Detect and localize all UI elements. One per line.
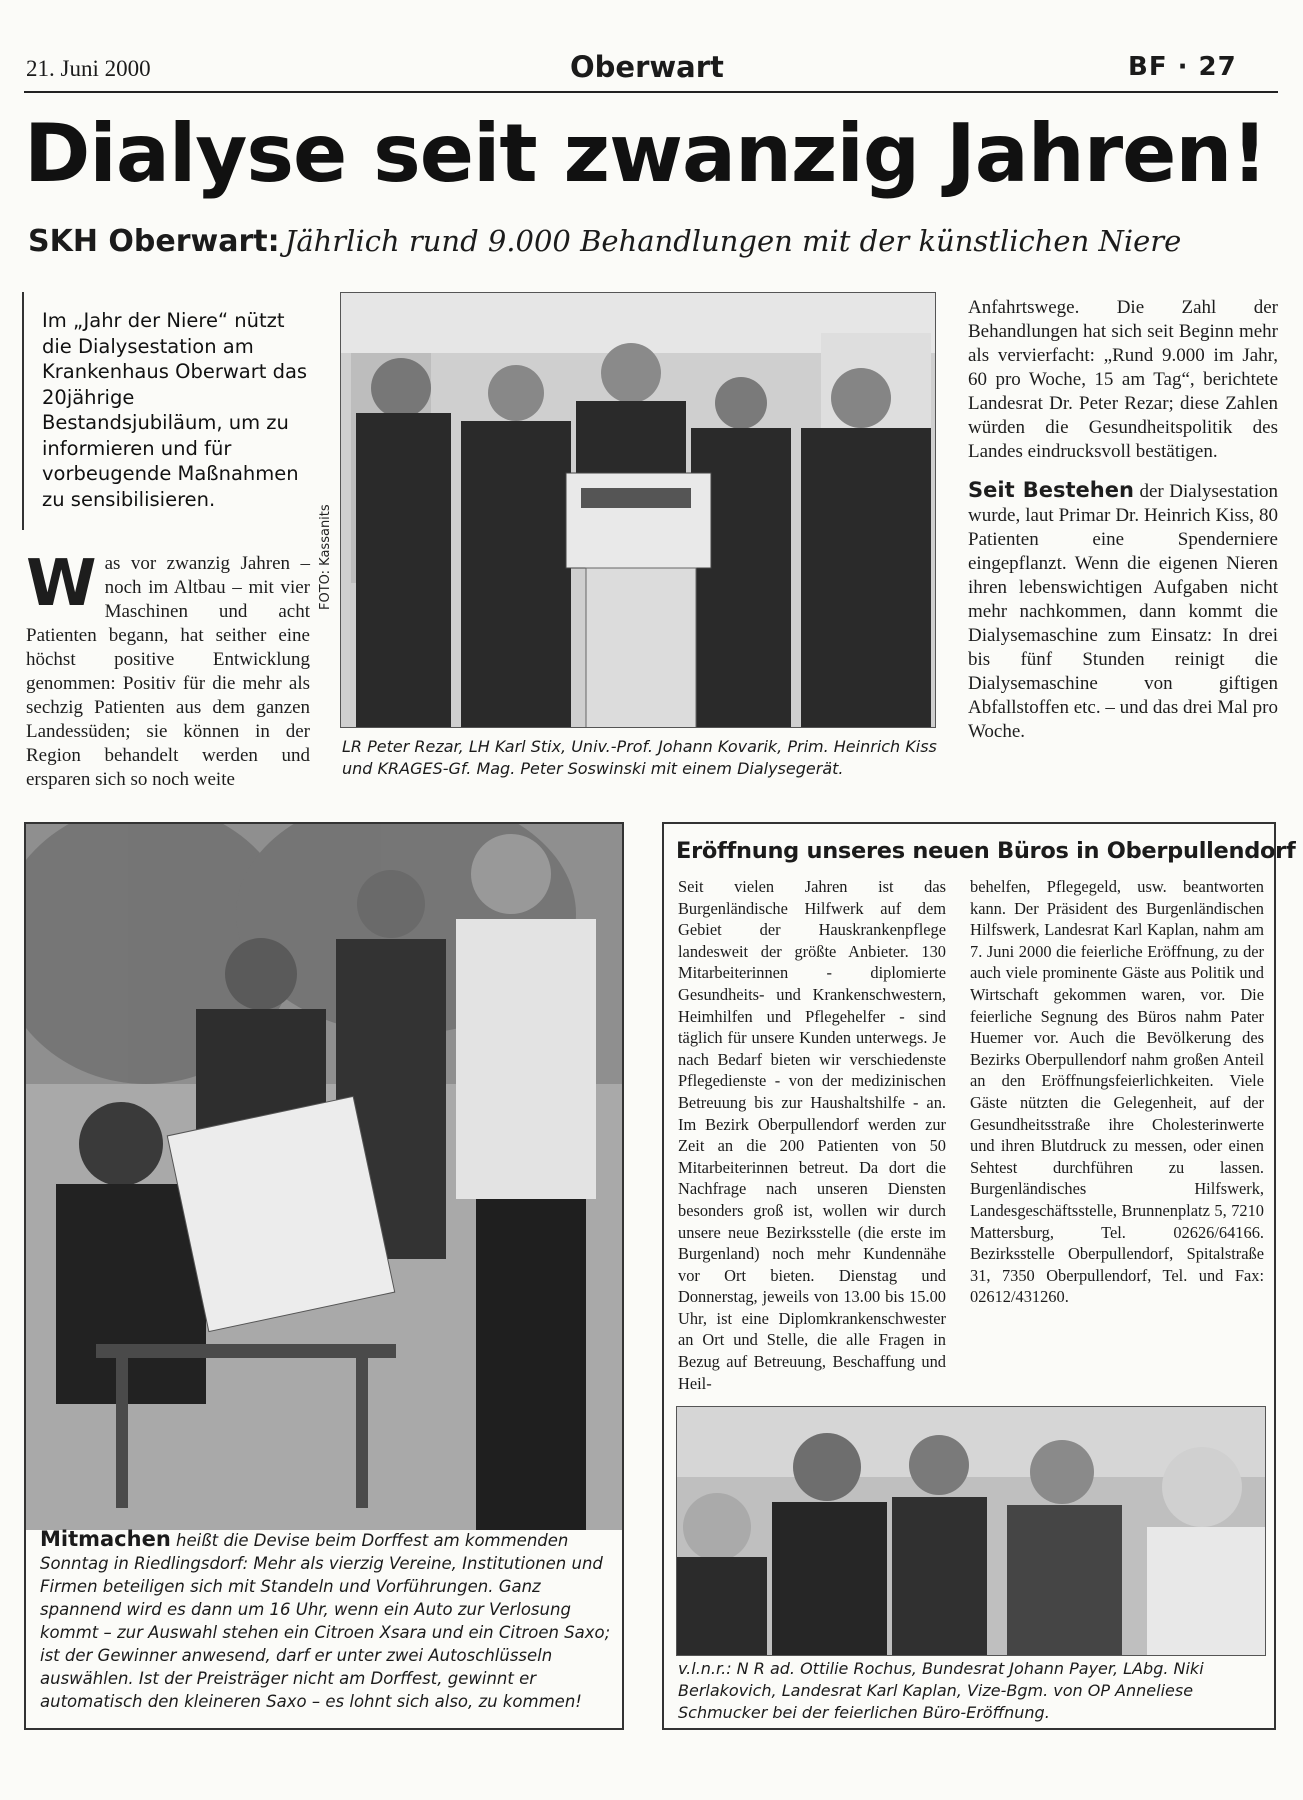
photo-caption-top: LR Peter Rezar, LH Karl Stix, Univ.-Prof. Johann Kovarik, Prim. Heinrich Kiss und KRAGES-Gf. Mag. Peter Soswinski mit einem Dialysegerät. (342, 737, 937, 778)
photo-dialysis-group (340, 292, 936, 728)
dorffest-caption-text: heißt die Devise beim Dorffest am kommenden Sonntag in Riedlingsdorf: Mehr als vierzig Vereine, Institutionen und Firmen beteiligen sich mit Standeln und Vorführungen. Ganz spannend wird es dann um 16 Uhr, wenn ein Auto zur Verlosung kommt – zur Auswahl stehen ein Citroen Xsara und ein Citroen Saxo; ist der Gewinner anwesend, darf er unter zwei Autoschlüsseln auswählen. Ist der Preisträger nicht am Dorffest, gewinnt er automatisch den kleineren Saxo – es lohnt sich also, zu kommen! (40, 1531, 611, 1711)
drop-cap: W (26, 547, 97, 621)
headline: Dialyse seit zwanzig Jahren! (24, 107, 1267, 200)
issue-date: 21. Juni 2000 (26, 56, 151, 81)
photo-office-opening (676, 1406, 1266, 1656)
article-column-1 (26, 547, 310, 792)
article-column-3-paragraph-2 (968, 478, 1278, 744)
box-column-1: Seit vielen Jahren ist das Burgenländische Hilfwerk auf dem Gebiet der Hauskrankenpflege landesweit der größte Anbieter. 130 Mitarbeiterinnen - diplomierte Gesundheits- und Krankenschwestern, Heimhilfen und Pflegehelfer - sind täglich für unsere Kunden unterwegs. Je nach Bedarf bieten wir verschiedenste Pflegedienste - von der medizinischen Betreuung bis zur Haushaltshilfe - an. Im Bezirk Oberpullendorf werden zur Zeit an die 200 Patienten von 50 Mitarbeiterinnen betreut. Da dort die Nachfrage nach unseren Diensten besonders groß ist, wollen wir durch unsere neue Bezirksstelle (die erste im Burgenland) noch mehr Kundennähe vor Ort bieten. Dienstag und Donnerstag, jeweils von 13.00 bis 15.00 Uhr, ist eine Diplomkrankenschwester an Ort und Stelle, die alle Fragen in Bezug auf Betreuung, Beschaffung und Heil- (678, 877, 946, 1393)
subhead-kicker: SKH Oberwart: (28, 224, 280, 259)
page-number: BF · 27 (1128, 52, 1237, 82)
subheadline (28, 224, 1278, 259)
subhead-text: Jährlich rund 9.000 Behandlungen mit der künstlichen Niere (284, 224, 1182, 258)
dorffest-lead-word: Mitmachen (40, 1527, 171, 1551)
masthead-rule (24, 91, 1278, 93)
dorffest-caption (40, 1528, 616, 1713)
photo-dorffest (26, 824, 622, 1530)
article-column-1-text: as vor zwanzig Jahren – noch im Altbau – mit vier Maschinen und acht Patienten begann, hat seither eine höchst positive Entwicklung genommen: Positiv für die mehr als sechzig Patienten aus dem ganzen Landessüden; sie können in der Region behandelt werden und ersparen sich so noch weite (26, 553, 310, 790)
office-opening-caption: v.l.n.r.: N R ad. Ottilie Rochus, Bundesrat Johann Payer, LAbg. Niki Berlakovich, Landesrat Karl Kaplan, Vize-Bgm. von OP Anneliese Schmucker bei der feierlichen Büro-Eröffnung. (678, 1659, 1204, 1722)
box-title: Eröffnung unseres neuen Büros in Oberpullendorf (676, 838, 1296, 864)
article-column-3-paragraph-2-text: der Dialysestation wurde, laut Primar Dr. Heinrich Kiss, 80 Patienten eine Spenderniere eingepflanzt. Wenn die eigenen Nieren ihren lebenswichtigen Aufgaben nicht mehr nachkommen, dann kommt die Dialysemaschine zum Einsatz: In drei bis fünf Stunden reinigt die Dialysemaschine von giftigen Abfallstoffen etc. – und das drei Mal pro Woche. (968, 481, 1278, 742)
run-in-heading: Seit Bestehen (968, 478, 1134, 502)
article-column-3 (968, 296, 1278, 758)
section-title: Oberwart (570, 50, 724, 84)
box-column-2: behelfen, Pflegegeld, usw. beantworten kann. Der Präsident des Burgenländischen Hilfswerk, Landesrat Karl Kaplan, nahm am 7. Juni 2000 die feierliche Eröffnung, zu der auch viele prominente Gäste aus Politik und Wirtschaft gekommen waren, vor. Die feierliche Segnung des Büros nahm Pater Huemer vor. Auch die Bevölkerung des Bezirks Oberpullendorf nahm großen Anteil an den Eröffnungsfeierlichkeiten. Viele Gäste nützten die Gelegenheit, auf der Gesundheitsstraße ihre Cholesterinwerte und ihren Blutdruck zu messen, oder einen Sehtest durchführen zu lassen. Burgenländisches Hilfswerk, Landesgeschäftsstelle, Brunnenplatz 5, 7210 Mattersburg, Tel. 02626/64166. Bezirksstelle Oberpullendorf, Spitalstraße 31, 7350 Oberpullendorf, Tel. und Fax: 02612/431260. (970, 877, 1264, 1307)
photo-credit: FOTO: Kassanits (318, 504, 333, 610)
lead-paragraph: Im „Jahr der Niere“ nützt die Dialysestation am Krankenhaus Oberwart das 20jährige Bestandsjubiläum, um zu informieren und für vorbeugende Maßnahmen zu sensibilisieren. (42, 309, 308, 511)
article-column-3-paragraph-1: Anfahrtswege. Die Zahl der Behandlungen hat sich seit Beginn mehr als vervierfacht: „Rund 9.000 im Jahr, 60 pro Woche, 15 am Tag“, berichtete Landesrat Dr. Peter Rezar; diese Zahlen würden die Gesundheitspolitik des Landes eindrucksvoll bestätigen. (968, 297, 1278, 462)
